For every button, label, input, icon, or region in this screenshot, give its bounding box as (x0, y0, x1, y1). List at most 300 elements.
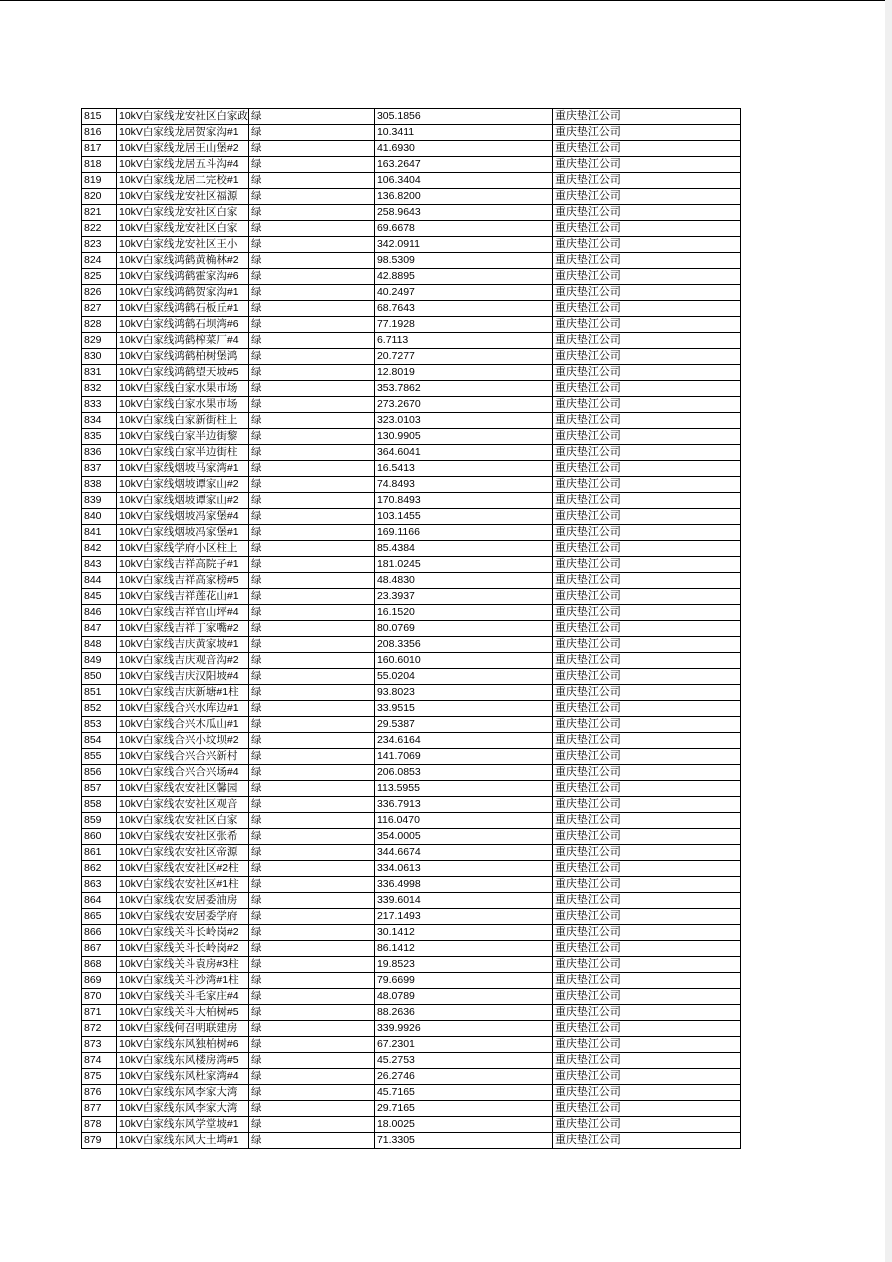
row-number: 879 (82, 1133, 117, 1149)
status-color: 绿 (248, 653, 374, 669)
row-number: 865 (82, 909, 117, 925)
line-name: 10kV白家线烟坡冯家堡#1 (117, 525, 249, 541)
table-row (82, 557, 741, 573)
table-row (82, 541, 741, 557)
row-number: 822 (82, 221, 117, 237)
line-name: 10kV白家线东风李家大湾 (117, 1085, 249, 1101)
table-row (82, 893, 741, 909)
value-cell: 323.0103 (374, 413, 552, 429)
company-name: 重庆垫江公司 (552, 589, 740, 605)
line-name: 10kV白家线东风学堂坡#1 (117, 1117, 249, 1133)
row-number: 852 (82, 701, 117, 717)
line-name: 10kV白家线关斗大柏树#5 (117, 1005, 249, 1021)
page-top-border (0, 0, 890, 1)
value-cell: 71.3305 (374, 1133, 552, 1149)
value-cell: 18.0025 (374, 1117, 552, 1133)
company-name: 重庆垫江公司 (552, 797, 740, 813)
company-name: 重庆垫江公司 (552, 1133, 740, 1149)
company-name: 重庆垫江公司 (552, 749, 740, 765)
value-cell: 170.8493 (374, 493, 552, 509)
table-row (82, 845, 741, 861)
status-color: 绿 (248, 557, 374, 573)
value-cell: 353.7862 (374, 381, 552, 397)
table-row (82, 365, 741, 381)
status-color: 绿 (248, 877, 374, 893)
line-name: 10kV白家线吉祥高家榜#5 (117, 573, 249, 589)
value-cell: 29.5387 (374, 717, 552, 733)
value-cell: 305.1856 (374, 109, 552, 125)
table-row (82, 269, 741, 285)
row-number: 860 (82, 829, 117, 845)
row-number: 877 (82, 1101, 117, 1117)
table-row (82, 573, 741, 589)
status-color: 绿 (248, 285, 374, 301)
row-number: 878 (82, 1117, 117, 1133)
company-name: 重庆垫江公司 (552, 445, 740, 461)
row-number: 848 (82, 637, 117, 653)
table-row (82, 1085, 741, 1101)
company-name: 重庆垫江公司 (552, 461, 740, 477)
table-row (82, 701, 741, 717)
company-name: 重庆垫江公司 (552, 109, 740, 125)
row-number: 817 (82, 141, 117, 157)
value-cell: 116.0470 (374, 813, 552, 829)
line-name: 10kV白家线农安社区#2柱 (117, 861, 249, 877)
table-row (82, 461, 741, 477)
row-number: 855 (82, 749, 117, 765)
status-color: 绿 (248, 1005, 374, 1021)
status-color: 绿 (248, 381, 374, 397)
value-cell: 55.0204 (374, 669, 552, 685)
table-row (82, 173, 741, 189)
table-row (82, 237, 741, 253)
company-name: 重庆垫江公司 (552, 189, 740, 205)
status-color: 绿 (248, 605, 374, 621)
company-name: 重庆垫江公司 (552, 317, 740, 333)
company-name: 重庆垫江公司 (552, 877, 740, 893)
value-cell: 48.4830 (374, 573, 552, 589)
status-color: 绿 (248, 301, 374, 317)
status-color: 绿 (248, 509, 374, 525)
status-color: 绿 (248, 205, 374, 221)
row-number: 853 (82, 717, 117, 733)
table-row (82, 861, 741, 877)
status-color: 绿 (248, 861, 374, 877)
value-cell: 130.9905 (374, 429, 552, 445)
status-color: 绿 (248, 733, 374, 749)
status-color: 绿 (248, 685, 374, 701)
line-name: 10kV白家线白家水果市场 (117, 381, 249, 397)
value-cell: 6.7113 (374, 333, 552, 349)
status-color: 绿 (248, 589, 374, 605)
value-cell: 163.2647 (374, 157, 552, 173)
line-name: 10kV白家线合兴木瓜山#1 (117, 717, 249, 733)
row-number: 858 (82, 797, 117, 813)
status-color: 绿 (248, 525, 374, 541)
line-name: 10kV白家线鸿鹤望天坡#5 (117, 365, 249, 381)
row-number: 832 (82, 381, 117, 397)
value-cell: 33.9515 (374, 701, 552, 717)
status-color: 绿 (248, 157, 374, 173)
table-row (82, 589, 741, 605)
value-cell: 20.7277 (374, 349, 552, 365)
table-row (82, 157, 741, 173)
value-cell: 93.8023 (374, 685, 552, 701)
line-name: 10kV白家线关斗长岭岗#2 (117, 925, 249, 941)
line-name: 10kV白家线关斗毛家庄#4 (117, 989, 249, 1005)
company-name: 重庆垫江公司 (552, 653, 740, 669)
company-name: 重庆垫江公司 (552, 637, 740, 653)
table-row (82, 989, 741, 1005)
line-name: 10kV白家线农安社区张希 (117, 829, 249, 845)
status-color: 绿 (248, 893, 374, 909)
row-number: 859 (82, 813, 117, 829)
company-name: 重庆垫江公司 (552, 813, 740, 829)
table-row (82, 205, 741, 221)
status-color: 绿 (248, 125, 374, 141)
line-name: 10kV白家线农安居委学府 (117, 909, 249, 925)
company-name: 重庆垫江公司 (552, 909, 740, 925)
table-row (82, 1101, 741, 1117)
value-cell: 68.7643 (374, 301, 552, 317)
table-row (82, 685, 741, 701)
row-number: 873 (82, 1037, 117, 1053)
value-cell: 181.0245 (374, 557, 552, 573)
table-row (82, 125, 741, 141)
line-name: 10kV白家线烟坡冯家堡#4 (117, 509, 249, 525)
value-cell: 16.5413 (374, 461, 552, 477)
row-number: 816 (82, 125, 117, 141)
company-name: 重庆垫江公司 (552, 397, 740, 413)
row-number: 844 (82, 573, 117, 589)
row-number: 850 (82, 669, 117, 685)
table-row (82, 637, 741, 653)
table-row (82, 653, 741, 669)
line-name: 10kV白家线烟坡马家湾#1 (117, 461, 249, 477)
table-row (82, 413, 741, 429)
company-name: 重庆垫江公司 (552, 605, 740, 621)
row-number: 874 (82, 1053, 117, 1069)
company-name: 重庆垫江公司 (552, 541, 740, 557)
company-name: 重庆垫江公司 (552, 413, 740, 429)
company-name: 重庆垫江公司 (552, 1021, 740, 1037)
status-color: 绿 (248, 925, 374, 941)
row-number: 864 (82, 893, 117, 909)
value-cell: 42.8895 (374, 269, 552, 285)
status-color: 绿 (248, 413, 374, 429)
line-name: 10kV白家线东风李家大湾 (117, 1101, 249, 1117)
status-color: 绿 (248, 237, 374, 253)
row-number: 841 (82, 525, 117, 541)
status-color: 绿 (248, 477, 374, 493)
row-number: 818 (82, 157, 117, 173)
company-name: 重庆垫江公司 (552, 173, 740, 189)
line-name: 10kV白家线关斗袁房#3柱 (117, 957, 249, 973)
value-cell: 336.4998 (374, 877, 552, 893)
company-name: 重庆垫江公司 (552, 1005, 740, 1021)
row-number: 846 (82, 605, 117, 621)
company-name: 重庆垫江公司 (552, 525, 740, 541)
line-name: 10kV白家线龙居贺家沟#1 (117, 125, 249, 141)
row-number: 869 (82, 973, 117, 989)
status-color: 绿 (248, 189, 374, 205)
table-row (82, 317, 741, 333)
company-name: 重庆垫江公司 (552, 221, 740, 237)
company-name: 重庆垫江公司 (552, 973, 740, 989)
table-row (82, 429, 741, 445)
company-name: 重庆垫江公司 (552, 1085, 740, 1101)
company-name: 重庆垫江公司 (552, 429, 740, 445)
value-cell: 67.2301 (374, 1037, 552, 1053)
row-number: 849 (82, 653, 117, 669)
row-number: 827 (82, 301, 117, 317)
line-name: 10kV白家线吉祥丁家嘴#2 (117, 621, 249, 637)
table-row (82, 349, 741, 365)
table-row (82, 1117, 741, 1133)
table-row (82, 749, 741, 765)
line-name: 10kV白家线吉祥高院子#1 (117, 557, 249, 573)
status-color: 绿 (248, 365, 374, 381)
table-row (82, 621, 741, 637)
value-cell: 160.6010 (374, 653, 552, 669)
row-number: 854 (82, 733, 117, 749)
row-number: 828 (82, 317, 117, 333)
line-name: 10kV白家线何召明联建房 (117, 1021, 249, 1037)
table-row (82, 381, 741, 397)
row-number: 834 (82, 413, 117, 429)
line-name: 10kV白家线东风独柏树#6 (117, 1037, 249, 1053)
status-color: 绿 (248, 1021, 374, 1037)
company-name: 重庆垫江公司 (552, 829, 740, 845)
row-number: 820 (82, 189, 117, 205)
table-row (82, 605, 741, 621)
line-name: 10kV白家线农安社区帝源 (117, 845, 249, 861)
value-cell: 10.3411 (374, 125, 552, 141)
table-row (82, 493, 741, 509)
company-name: 重庆垫江公司 (552, 925, 740, 941)
company-name: 重庆垫江公司 (552, 765, 740, 781)
data-table (81, 108, 741, 1149)
line-name: 10kV白家线鸿鹤柏树堡鸿 (117, 349, 249, 365)
table-row (82, 717, 741, 733)
company-name: 重庆垫江公司 (552, 669, 740, 685)
line-name: 10kV白家线合兴合兴场#4 (117, 765, 249, 781)
line-name: 10kV白家线鸿鹤霍家沟#6 (117, 269, 249, 285)
line-name: 10kV白家线关斗沙湾#1柱 (117, 973, 249, 989)
value-cell: 339.9926 (374, 1021, 552, 1037)
table-row (82, 509, 741, 525)
row-number: 868 (82, 957, 117, 973)
value-cell: 208.3356 (374, 637, 552, 653)
line-name: 10kV白家线龙安社区王小 (117, 237, 249, 253)
page-right-margin (885, 0, 892, 1262)
table-row (82, 829, 741, 845)
status-color: 绿 (248, 621, 374, 637)
row-number: 856 (82, 765, 117, 781)
row-number: 862 (82, 861, 117, 877)
line-name: 10kV白家线烟坡谭家山#2 (117, 493, 249, 509)
row-number: 840 (82, 509, 117, 525)
value-cell: 234.6164 (374, 733, 552, 749)
status-color: 绿 (248, 173, 374, 189)
status-color: 绿 (248, 669, 374, 685)
table-row (82, 941, 741, 957)
line-name: 10kV白家线龙安社区白家 (117, 205, 249, 221)
company-name: 重庆垫江公司 (552, 125, 740, 141)
status-color: 绿 (248, 1085, 374, 1101)
line-name: 10kV白家线合兴小坟坝#2 (117, 733, 249, 749)
row-number: 875 (82, 1069, 117, 1085)
status-color: 绿 (248, 1037, 374, 1053)
value-cell: 344.6674 (374, 845, 552, 861)
value-cell: 69.6678 (374, 221, 552, 237)
status-color: 绿 (248, 1117, 374, 1133)
line-name: 10kV白家线东风杜家湾#4 (117, 1069, 249, 1085)
table-row (82, 765, 741, 781)
line-name: 10kV白家线龙安社区白家政 (117, 109, 249, 125)
row-number: 870 (82, 989, 117, 1005)
status-color: 绿 (248, 845, 374, 861)
status-color: 绿 (248, 573, 374, 589)
line-name: 10kV白家线龙安社区福源 (117, 189, 249, 205)
line-name: 10kV白家线白家水果市场 (117, 397, 249, 413)
company-name: 重庆垫江公司 (552, 1053, 740, 1069)
company-name: 重庆垫江公司 (552, 301, 740, 317)
table-row (82, 813, 741, 829)
value-cell: 364.6041 (374, 445, 552, 461)
company-name: 重庆垫江公司 (552, 781, 740, 797)
company-name: 重庆垫江公司 (552, 237, 740, 253)
value-cell: 258.9643 (374, 205, 552, 221)
status-color: 绿 (248, 1101, 374, 1117)
table-row (82, 285, 741, 301)
status-color: 绿 (248, 221, 374, 237)
line-name: 10kV白家线烟坡谭家山#2 (117, 477, 249, 493)
row-number: 845 (82, 589, 117, 605)
table-row (82, 733, 741, 749)
line-name: 10kV白家线鸿鹤黄桷林#2 (117, 253, 249, 269)
row-number: 836 (82, 445, 117, 461)
company-name: 重庆垫江公司 (552, 205, 740, 221)
row-number: 837 (82, 461, 117, 477)
table-row (82, 221, 741, 237)
line-name: 10kV白家线吉庆新塘#1柱 (117, 685, 249, 701)
row-number: 815 (82, 109, 117, 125)
row-number: 876 (82, 1085, 117, 1101)
table-row (82, 477, 741, 493)
line-name: 10kV白家线合兴合兴新村 (117, 749, 249, 765)
table-row (82, 1053, 741, 1069)
row-number: 871 (82, 1005, 117, 1021)
company-name: 重庆垫江公司 (552, 621, 740, 637)
status-color: 绿 (248, 1053, 374, 1069)
company-name: 重庆垫江公司 (552, 861, 740, 877)
company-name: 重庆垫江公司 (552, 557, 740, 573)
row-number: 863 (82, 877, 117, 893)
status-color: 绿 (248, 429, 374, 445)
table-row (82, 957, 741, 973)
value-cell: 79.6699 (374, 973, 552, 989)
status-color: 绿 (248, 909, 374, 925)
company-name: 重庆垫江公司 (552, 845, 740, 861)
status-color: 绿 (248, 1069, 374, 1085)
line-name: 10kV白家线农安社区馨园 (117, 781, 249, 797)
value-cell: 273.2670 (374, 397, 552, 413)
row-number: 835 (82, 429, 117, 445)
table-row (82, 1133, 741, 1149)
value-cell: 86.1412 (374, 941, 552, 957)
status-color: 绿 (248, 781, 374, 797)
row-number: 831 (82, 365, 117, 381)
line-name: 10kV白家线吉庆观音沟#2 (117, 653, 249, 669)
status-color: 绿 (248, 349, 374, 365)
company-name: 重庆垫江公司 (552, 989, 740, 1005)
value-cell: 342.0911 (374, 237, 552, 253)
row-number: 829 (82, 333, 117, 349)
row-number: 839 (82, 493, 117, 509)
line-name: 10kV白家线龙居五斗沟#4 (117, 157, 249, 173)
status-color: 绿 (248, 269, 374, 285)
line-name: 10kV白家线农安社区观音 (117, 797, 249, 813)
line-name: 10kV白家线吉庆黄家坡#1 (117, 637, 249, 653)
table-row (82, 525, 741, 541)
status-color: 绿 (248, 989, 374, 1005)
status-color: 绿 (248, 141, 374, 157)
table-row (82, 669, 741, 685)
company-name: 重庆垫江公司 (552, 253, 740, 269)
value-cell: 217.1493 (374, 909, 552, 925)
company-name: 重庆垫江公司 (552, 333, 740, 349)
row-number: 833 (82, 397, 117, 413)
table-row (82, 1021, 741, 1037)
value-cell: 98.5309 (374, 253, 552, 269)
company-name: 重庆垫江公司 (552, 685, 740, 701)
line-name: 10kV白家线合兴水库边#1 (117, 701, 249, 717)
row-number: 825 (82, 269, 117, 285)
status-color: 绿 (248, 749, 374, 765)
value-cell: 113.5955 (374, 781, 552, 797)
value-cell: 48.0789 (374, 989, 552, 1005)
line-name: 10kV白家线吉祥官山坪#4 (117, 605, 249, 621)
status-color: 绿 (248, 397, 374, 413)
line-name: 10kV白家线农安社区白家 (117, 813, 249, 829)
status-color: 绿 (248, 957, 374, 973)
status-color: 绿 (248, 253, 374, 269)
value-cell: 206.0853 (374, 765, 552, 781)
row-number: 866 (82, 925, 117, 941)
row-number: 861 (82, 845, 117, 861)
company-name: 重庆垫江公司 (552, 893, 740, 909)
table-row (82, 925, 741, 941)
value-cell: 29.7165 (374, 1101, 552, 1117)
table-row (82, 253, 741, 269)
table-row (82, 397, 741, 413)
value-cell: 339.6014 (374, 893, 552, 909)
line-name: 10kV白家线吉祥莲花山#1 (117, 589, 249, 605)
row-number: 830 (82, 349, 117, 365)
company-name: 重庆垫江公司 (552, 349, 740, 365)
value-cell: 12.8019 (374, 365, 552, 381)
table-row (82, 141, 741, 157)
status-color: 绿 (248, 445, 374, 461)
row-number: 838 (82, 477, 117, 493)
status-color: 绿 (248, 717, 374, 733)
company-name: 重庆垫江公司 (552, 717, 740, 733)
table-row (82, 109, 741, 125)
status-color: 绿 (248, 973, 374, 989)
value-cell: 77.1928 (374, 317, 552, 333)
line-name: 10kV白家线农安居委油房 (117, 893, 249, 909)
